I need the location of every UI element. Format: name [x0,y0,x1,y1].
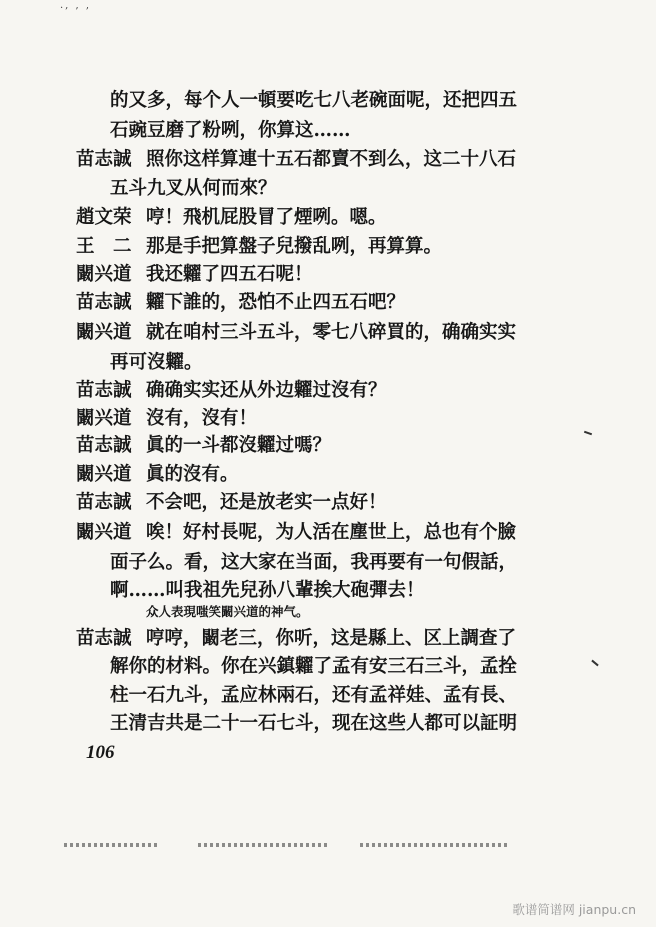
continuation-text: 面子么。看，这大家在当面，我再要有一句假話， [110,552,518,573]
dialogue-line [0,116,656,146]
bottom-scan-marks [64,843,160,847]
speech-text: 眞的一斗都沒糶过嗎？ [146,435,332,456]
continuation-text: 解你的材料。你在兴鎮糶了孟有安三石三斗，孟拴 [110,656,518,677]
speaker-name: 苗志誠 [76,149,132,170]
continuation-text: 啊……叫我祖先兒孙八輩挨大砲彈去！ [110,580,425,601]
speaker-name: 苗志誠 [76,628,132,649]
dialogue-line [0,518,656,548]
dialogue-line [0,86,656,116]
dialogue-line [0,260,656,290]
dialogue-line [0,709,656,739]
dialogue-line [0,548,656,578]
speaker-name: 闞兴道 [76,408,132,429]
speech-text: 沒有，沒有！ [146,408,258,429]
dialogue-line [0,488,656,518]
dialogue-line [0,203,656,233]
dialogue-line [0,145,656,175]
dialogue-line [0,460,656,490]
continuation-text: 五斗九叉从何而來？ [110,178,277,199]
speaker-name: 闞兴道 [76,464,132,485]
dialogue-line [0,376,656,406]
speech-text: 唉！好村長呢，为人活在塵世上，总也有个臉 [146,522,517,543]
speaker-name: 闞兴道 [76,522,132,543]
speaker-name: 趙文荣 [76,207,132,228]
top-edge-marks: ., , , [60,0,92,11]
dialogue-line [0,404,656,434]
continuation-text: 石豌豆磨了粉咧，你算这…… [110,120,351,141]
page-number: 106 [86,742,115,763]
continuation-text: 再可沒糶。 [110,352,203,373]
speaker-name: 闞兴道 [76,322,132,343]
dialogue-line [0,624,656,654]
speech-text: 照你这样算連十五石都賣不到么，这二十八石 [146,149,517,170]
bottom-scan-marks [198,843,328,847]
stage-direction: 众人表現嗤笑闞兴道的神气。 [146,604,309,619]
speech-text: 哼！飛机屁股冒了煙咧。嗯。 [146,207,387,228]
dialogue-line [0,174,656,204]
dialogue-line [0,288,656,318]
speech-text: 我还糶了四五石呢！ [146,264,313,285]
speaker-name: 苗志誠 [76,492,132,513]
dialogue-line [0,318,656,348]
speech-text: 确确实实还从外边糶过沒有？ [146,380,387,401]
continuation-text: 柱一石九斗，孟应林兩石，还有孟祥娃、孟有長、 [110,685,518,706]
speaker-name: 苗志誠 [76,292,132,313]
site-watermark: 歌谱简谱网 jianpu.cn [512,902,636,917]
speaker-name: 苗志誠 [76,435,132,456]
speech-text: 那是手把算盤子兒撥乱咧，再算算。 [146,236,443,257]
speaker-name: 王 二 [76,236,132,257]
speaker-name: 苗志誠 [76,380,132,401]
dialogue-line [0,681,656,711]
speech-text: 眞的沒有。 [146,464,239,485]
speech-text: 就在咱村三斗五斗，零七八碎買的，确确实实 [146,322,517,343]
bottom-scan-marks [360,843,510,847]
speaker-name: 闞兴道 [76,264,132,285]
dialogue-line [0,348,656,378]
speech-text: 糶下誰的，恐怕不止四五石吧？ [146,292,406,313]
dialogue-line [0,232,656,262]
continuation-text: 的又多，每个人一頓要吃七八老碗面呢，还把四五 [110,90,518,111]
speech-text: 哼哼，闞老三，你听，这是縣上、区上調查了 [146,628,517,649]
dialogue-line [0,652,656,682]
speech-text: 不会吧，还是放老实一点好！ [146,492,387,513]
dialogue-line [0,431,656,461]
continuation-text: 王清吉共是二十一石七斗，现在这些人都可以証明 [110,713,518,734]
dialogue-line [0,597,656,627]
